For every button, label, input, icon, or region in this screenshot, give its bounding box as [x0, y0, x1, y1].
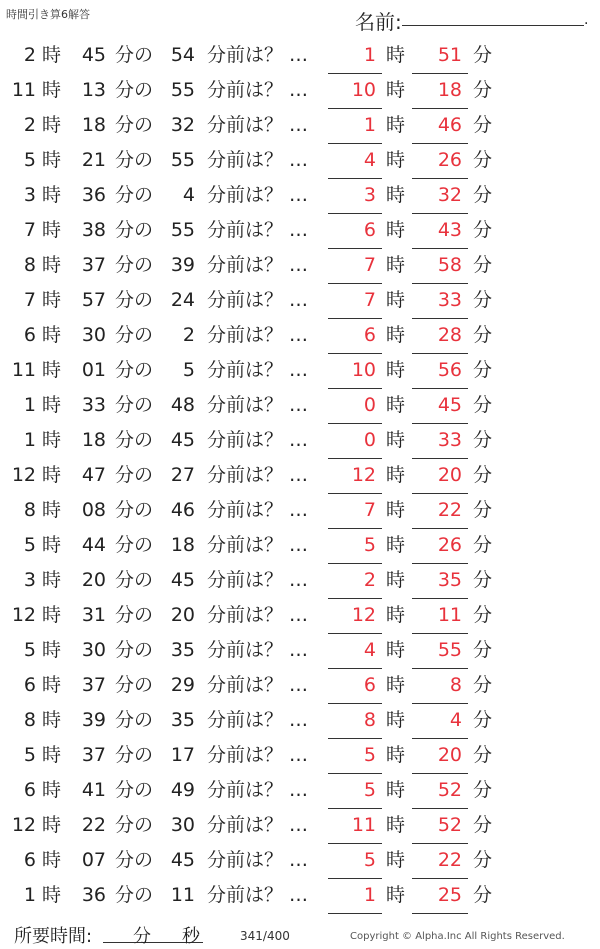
minute-value: 57: [81, 289, 106, 311]
minute-of-label: 分の: [115, 744, 154, 766]
minute-value: 18: [81, 114, 106, 136]
answer-hour-unit: 時: [386, 394, 406, 416]
answer-minute-line: [412, 913, 468, 914]
minute-of-label: 分の: [115, 674, 154, 696]
answer-hour[interactable]: 5: [363, 779, 376, 801]
minute-value: 39: [81, 709, 106, 731]
page-number: 341/400: [240, 929, 290, 943]
answer-hour-unit: 時: [386, 709, 406, 731]
answer-minute-unit: 分: [473, 499, 493, 521]
hour-unit: 時: [42, 289, 62, 311]
minutes-before-value: 32: [170, 114, 195, 136]
hour-unit: 時: [42, 184, 62, 206]
answer-hour-unit: 時: [386, 359, 406, 381]
minute-of-label: 分の: [115, 569, 154, 591]
answer-minute-unit: 分: [473, 394, 493, 416]
minutes-before-value: 45: [170, 849, 195, 871]
problem-row: [0, 633, 600, 668]
answer-hour-unit: 時: [386, 79, 406, 101]
minutes-before-label: 分前は？ …: [207, 744, 309, 766]
problem-row: [0, 843, 600, 878]
problem-row: [0, 108, 600, 143]
answer-hour[interactable]: 6: [363, 219, 376, 241]
minutes-before-label: 分前は？ …: [207, 464, 309, 486]
problem-row: [0, 353, 600, 388]
problem-row: [0, 73, 600, 108]
answer-hour[interactable]: 4: [363, 149, 376, 171]
minute-of-label: 分の: [115, 184, 154, 206]
minute-of-label: 分の: [115, 814, 154, 836]
minute-of-label: 分の: [115, 289, 154, 311]
minutes-before-value: 20: [170, 604, 195, 626]
minutes-before-label: 分前は？ …: [207, 569, 309, 591]
hour-unit: 時: [42, 709, 62, 731]
minutes-before-label: 分前は？ …: [207, 394, 309, 416]
minute-value: 01: [81, 359, 106, 381]
answer-minute[interactable]: 26: [437, 534, 462, 556]
answer-minute-unit: 分: [473, 359, 493, 381]
answer-minute[interactable]: 28: [437, 324, 462, 346]
minute-value: 37: [81, 674, 106, 696]
answer-hour[interactable]: 1: [363, 884, 376, 906]
minute-value: 36: [81, 184, 106, 206]
answer-hour[interactable]: 6: [363, 674, 376, 696]
minute-of-label: 分の: [115, 709, 154, 731]
minutes-before-value: 11: [170, 884, 195, 906]
hour-unit: 時: [42, 779, 62, 801]
hour-unit: 時: [42, 534, 62, 556]
hour-unit: 時: [42, 499, 62, 521]
answer-hour[interactable]: 6: [363, 324, 376, 346]
minute-of-label: 分の: [115, 359, 154, 381]
problem-row: [0, 283, 600, 318]
answer-hour-unit: 時: [386, 464, 406, 486]
answer-hour[interactable]: 2: [363, 569, 376, 591]
hour-unit: 時: [42, 44, 62, 66]
hour-unit: 時: [42, 639, 62, 661]
answer-hour[interactable]: 5: [363, 534, 376, 556]
answer-hour-unit: 時: [386, 534, 406, 556]
answer-minute-unit: 分: [473, 709, 493, 731]
answer-minute[interactable]: 33: [437, 289, 462, 311]
answer-hour-unit: 時: [386, 569, 406, 591]
problem-row: [0, 423, 600, 458]
answer-minute-unit: 分: [473, 884, 493, 906]
minutes-before-value: 39: [170, 254, 195, 276]
answer-minute-unit: 分: [473, 44, 493, 66]
answer-hour-unit: 時: [386, 884, 406, 906]
minutes-before-value: 46: [170, 499, 195, 521]
minute-of-label: 分の: [115, 79, 154, 101]
answer-hour-unit: 時: [386, 499, 406, 521]
minutes-before-label: 分前は？ …: [207, 674, 309, 696]
hour-unit: 時: [42, 429, 62, 451]
answer-minute[interactable]: 52: [437, 814, 462, 836]
problem-row: [0, 248, 600, 283]
minute-value: 20: [81, 569, 106, 591]
minute-value: 30: [81, 639, 106, 661]
minute-value: 30: [81, 324, 106, 346]
hour-unit: 時: [42, 744, 62, 766]
answer-hour[interactable]: 11: [351, 814, 376, 836]
answer-minute-unit: 分: [473, 814, 493, 836]
problem-row: [0, 388, 600, 423]
hour-value: 7: [23, 289, 36, 311]
minute-of-label: 分の: [115, 114, 154, 136]
answer-minute[interactable]: 52: [437, 779, 462, 801]
minutes-before-label: 分前は？ …: [207, 254, 309, 276]
answer-hour[interactable]: 5: [363, 849, 376, 871]
hour-value: 6: [23, 324, 36, 346]
minute-value: 22: [81, 814, 106, 836]
answer-hour-unit: 時: [386, 744, 406, 766]
minute-value: 37: [81, 744, 106, 766]
answer-minute[interactable]: 46: [437, 114, 462, 136]
problem-row: [0, 493, 600, 528]
problem-row: [0, 563, 600, 598]
minute-of-label: 分の: [115, 604, 154, 626]
minutes-before-value: 45: [170, 569, 195, 591]
minutes-before-value: 48: [170, 394, 195, 416]
answer-hour-unit: 時: [386, 604, 406, 626]
minute-value: 21: [81, 149, 106, 171]
minutes-before-value: 18: [170, 534, 195, 556]
answer-hour[interactable]: 12: [351, 464, 376, 486]
answer-minute-unit: 分: [473, 254, 493, 276]
minute-of-label: 分の: [115, 499, 154, 521]
minutes-before-label: 分前は？ …: [207, 219, 309, 241]
minute-value: 07: [81, 849, 106, 871]
answer-minute-unit: 分: [473, 289, 493, 311]
minutes-before-label: 分前は？ …: [207, 114, 309, 136]
problem-row: [0, 213, 600, 248]
answer-minute[interactable]: 51: [437, 44, 462, 66]
answer-hour-unit: 時: [386, 849, 406, 871]
answer-minute[interactable]: 26: [437, 149, 462, 171]
minutes-before-label: 分前は？ …: [207, 44, 309, 66]
answer-hour[interactable]: 1: [363, 114, 376, 136]
answer-hour-unit: 時: [386, 184, 406, 206]
answer-hour[interactable]: 5: [363, 744, 376, 766]
minutes-before-value: 54: [170, 44, 195, 66]
minute-value: 18: [81, 429, 106, 451]
minutes-before-label: 分前は？ …: [207, 814, 309, 836]
minute-of-label: 分の: [115, 639, 154, 661]
minutes-before-label: 分前は？ …: [207, 429, 309, 451]
minutes-before-value: 27: [170, 464, 195, 486]
minute-of-label: 分の: [115, 394, 154, 416]
minutes-before-value: 35: [170, 709, 195, 731]
answer-hour-unit: 時: [386, 814, 406, 836]
name-field[interactable]: [402, 25, 584, 26]
minutes-before-label: 分前は？ …: [207, 499, 309, 521]
time-minutes-label: 分: [133, 926, 151, 947]
answer-minute[interactable]: 22: [437, 499, 462, 521]
problem-row: [0, 143, 600, 178]
problem-row: [0, 668, 600, 703]
problem-row: [0, 528, 600, 563]
minutes-before-label: 分前は？ …: [207, 79, 309, 101]
answer-hour[interactable]: 10: [351, 359, 376, 381]
hour-unit: 時: [42, 324, 62, 346]
answer-minute[interactable]: 58: [437, 254, 462, 276]
minute-of-label: 分の: [115, 884, 154, 906]
hour-value: 6: [23, 674, 36, 696]
problem-row: [0, 318, 600, 353]
hour-unit: 時: [42, 394, 62, 416]
answer-hour[interactable]: 7: [363, 499, 376, 521]
minutes-before-label: 分前は？ …: [207, 604, 309, 626]
minutes-before-value: 17: [170, 744, 195, 766]
answer-hour[interactable]: 4: [363, 639, 376, 661]
answer-minute-unit: 分: [473, 114, 493, 136]
answer-minute[interactable]: 45: [437, 394, 462, 416]
answer-hour[interactable]: 7: [363, 254, 376, 276]
answer-minute[interactable]: 20: [437, 464, 462, 486]
hour-unit: 時: [42, 849, 62, 871]
answer-minute-unit: 分: [473, 429, 493, 451]
minutes-before-label: 分前は？ …: [207, 779, 309, 801]
answer-minute-unit: 分: [473, 744, 493, 766]
problem-row: [0, 38, 600, 73]
minute-value: 41: [81, 779, 106, 801]
minutes-before-value: 49: [170, 779, 195, 801]
answer-hour-unit: 時: [386, 219, 406, 241]
minutes-before-label: 分前は？ …: [207, 184, 309, 206]
minute-of-label: 分の: [115, 464, 154, 486]
answer-minute[interactable]: 35: [437, 569, 462, 591]
problem-row: [0, 738, 600, 773]
answer-hour[interactable]: 1: [363, 44, 376, 66]
hour-value: 5: [23, 534, 36, 556]
hour-value: 1: [23, 394, 36, 416]
minutes-before-value: 29: [170, 674, 195, 696]
problem-row: [0, 773, 600, 808]
answer-minute[interactable]: 55: [437, 639, 462, 661]
minutes-before-value: 55: [170, 149, 195, 171]
answer-minute[interactable]: 25: [437, 884, 462, 906]
problem-row: [0, 703, 600, 738]
answer-hour-unit: 時: [386, 254, 406, 276]
answer-hour-unit: 時: [386, 674, 406, 696]
answer-hour[interactable]: 3: [363, 184, 376, 206]
answer-minute[interactable]: 20: [437, 744, 462, 766]
hour-unit: 時: [42, 114, 62, 136]
minutes-before-label: 分前は？ …: [207, 884, 309, 906]
answer-minute-unit: 分: [473, 779, 493, 801]
hour-value: 5: [23, 639, 36, 661]
answer-minute-unit: 分: [473, 639, 493, 661]
minute-of-label: 分の: [115, 534, 154, 556]
hour-value: 7: [23, 219, 36, 241]
answer-hour[interactable]: 0: [363, 394, 376, 416]
hour-unit: 時: [42, 254, 62, 276]
minute-of-label: 分の: [115, 429, 154, 451]
hour-unit: 時: [42, 674, 62, 696]
hour-value: 8: [23, 709, 36, 731]
minute-of-label: 分の: [115, 219, 154, 241]
answer-minute[interactable]: 22: [437, 849, 462, 871]
hour-unit: 時: [42, 219, 62, 241]
hour-unit: 時: [42, 149, 62, 171]
answer-hour-unit: 時: [386, 639, 406, 661]
answer-minute-unit: 分: [473, 534, 493, 556]
answer-hour[interactable]: 7: [363, 289, 376, 311]
problem-row: [0, 598, 600, 633]
hour-value: 3: [23, 184, 36, 206]
problem-row: [0, 878, 600, 913]
minute-of-label: 分の: [115, 254, 154, 276]
hour-unit: 時: [42, 884, 62, 906]
answer-hour[interactable]: 0: [363, 429, 376, 451]
minute-value: 33: [81, 394, 106, 416]
hour-value: 12: [11, 604, 36, 626]
minute-value: 44: [81, 534, 106, 556]
minutes-before-label: 分前は？ …: [207, 534, 309, 556]
minutes-before-label: 分前は？ …: [207, 324, 309, 346]
answer-hour-unit: 時: [386, 44, 406, 66]
minutes-before-value: 24: [170, 289, 195, 311]
answer-minute[interactable]: 11: [437, 604, 462, 626]
minute-value: 37: [81, 254, 106, 276]
minutes-before-label: 分前は？ …: [207, 149, 309, 171]
minutes-before-value: 2: [182, 324, 195, 346]
hour-value: 5: [23, 744, 36, 766]
answer-hour-line: [328, 913, 382, 914]
answer-minute[interactable]: 32: [437, 184, 462, 206]
problem-row: [0, 808, 600, 843]
hour-value: 3: [23, 569, 36, 591]
answer-hour-unit: 時: [386, 289, 406, 311]
hour-value: 2: [23, 44, 36, 66]
minutes-before-label: 分前は？ …: [207, 289, 309, 311]
hour-value: 8: [23, 254, 36, 276]
answer-minute-unit: 分: [473, 149, 493, 171]
answer-hour-unit: 時: [386, 779, 406, 801]
hour-unit: 時: [42, 464, 62, 486]
minute-of-label: 分の: [115, 149, 154, 171]
minutes-before-label: 分前は？ …: [207, 359, 309, 381]
answer-minute[interactable]: 4: [449, 709, 462, 731]
hour-value: 11: [11, 359, 36, 381]
hour-value: 12: [11, 814, 36, 836]
answer-minute-unit: 分: [473, 569, 493, 591]
answer-minute-unit: 分: [473, 324, 493, 346]
copyright: Copyright © Alpha.Inc All Rights Reserved.: [350, 931, 565, 942]
minute-value: 45: [81, 44, 106, 66]
minutes-before-value: 5: [182, 359, 195, 381]
minute-of-label: 分の: [115, 324, 154, 346]
answer-hour-unit: 時: [386, 149, 406, 171]
minute-of-label: 分の: [115, 849, 154, 871]
hour-value: 5: [23, 149, 36, 171]
hour-unit: 時: [42, 569, 62, 591]
answer-hour-unit: 時: [386, 114, 406, 136]
minutes-before-label: 分前は？ …: [207, 849, 309, 871]
answer-minute[interactable]: 8: [449, 674, 462, 696]
minutes-before-value: 55: [170, 219, 195, 241]
answer-hour-unit: 時: [386, 324, 406, 346]
answer-minute[interactable]: 56: [437, 359, 462, 381]
answer-minute-unit: 分: [473, 849, 493, 871]
minutes-before-value: 4: [182, 184, 195, 206]
hour-unit: 時: [42, 604, 62, 626]
hour-value: 2: [23, 114, 36, 136]
hour-value: 11: [11, 79, 36, 101]
hour-unit: 時: [42, 79, 62, 101]
minute-value: 38: [81, 219, 106, 241]
answer-minute[interactable]: 18: [437, 79, 462, 101]
name-dot: .: [584, 12, 589, 28]
hour-unit: 時: [42, 359, 62, 381]
minute-value: 36: [81, 884, 106, 906]
hour-unit: 時: [42, 814, 62, 836]
answer-hour-unit: 時: [386, 429, 406, 451]
minute-value: 13: [81, 79, 106, 101]
minute-value: 31: [81, 604, 106, 626]
minutes-before-label: 分前は？ …: [207, 639, 309, 661]
worksheet-title: 時間引き算6解答: [6, 8, 90, 21]
minutes-before-value: 55: [170, 79, 195, 101]
answer-minute[interactable]: 43: [437, 219, 462, 241]
minute-value: 08: [81, 499, 106, 521]
hour-value: 1: [23, 429, 36, 451]
minutes-before-value: 35: [170, 639, 195, 661]
hour-value: 6: [23, 849, 36, 871]
answer-minute-unit: 分: [473, 184, 493, 206]
answer-minute-unit: 分: [473, 464, 493, 486]
answer-minute-unit: 分: [473, 219, 493, 241]
problem-list: [0, 38, 600, 913]
hour-value: 1: [23, 884, 36, 906]
minute-of-label: 分の: [115, 779, 154, 801]
hour-value: 6: [23, 779, 36, 801]
problem-row: [0, 458, 600, 493]
answer-minute-unit: 分: [473, 79, 493, 101]
answer-hour[interactable]: 8: [363, 709, 376, 731]
answer-minute-unit: 分: [473, 674, 493, 696]
name-label: 名前:: [355, 10, 402, 34]
minute-of-label: 分の: [115, 44, 154, 66]
hour-value: 8: [23, 499, 36, 521]
minutes-before-value: 45: [170, 429, 195, 451]
minutes-before-label: 分前は？ …: [207, 709, 309, 731]
hour-value: 12: [11, 464, 36, 486]
answer-minute-unit: 分: [473, 604, 493, 626]
time-required-label: 所要時間:: [14, 926, 93, 947]
problem-row: [0, 178, 600, 213]
minutes-before-value: 30: [170, 814, 195, 836]
minute-value: 47: [81, 464, 106, 486]
answer-minute[interactable]: 33: [437, 429, 462, 451]
answer-hour[interactable]: 12: [351, 604, 376, 626]
time-seconds-label: 秒: [182, 926, 200, 947]
answer-hour[interactable]: 10: [351, 79, 376, 101]
